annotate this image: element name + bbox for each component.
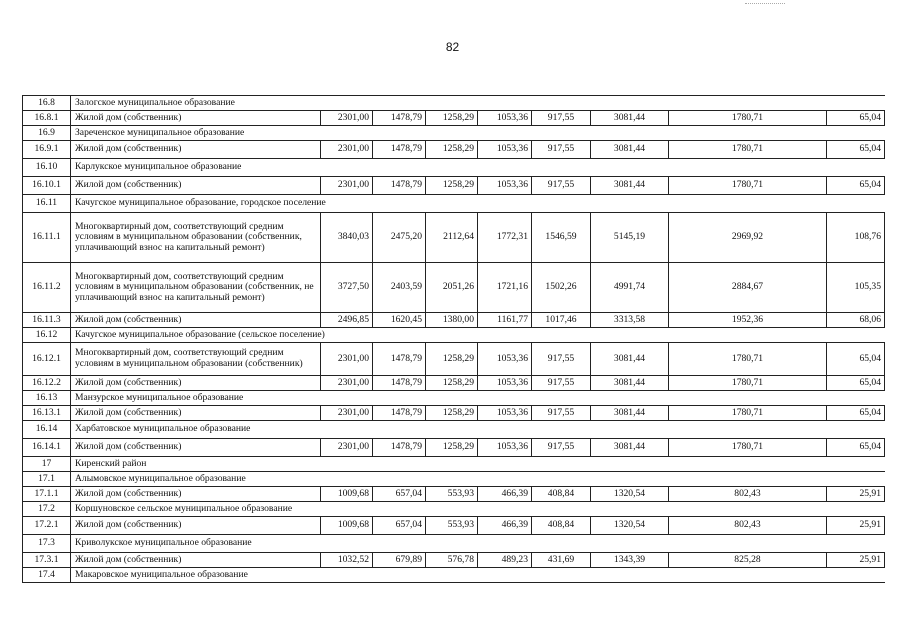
value-cell: 1343,39 [591, 553, 669, 568]
value-cell: 1053,36 [478, 439, 532, 457]
value-cell: 553,93 [426, 517, 478, 535]
value-cell: 576,78 [426, 553, 478, 568]
row-name: Жилой дом (собственник) [71, 376, 321, 391]
value-cell: 3313,58 [591, 313, 669, 328]
row-code: 17.3 [23, 535, 71, 553]
value-cell: 1032,52 [321, 553, 373, 568]
value-cell: 65,04 [827, 439, 885, 457]
value-cell: 1258,29 [426, 177, 478, 195]
value-cell: 2884,67 [669, 263, 827, 313]
section-row [23, 502, 885, 517]
value-cell: 2301,00 [321, 376, 373, 391]
value-cell: 1258,29 [426, 343, 478, 376]
value-cell: 68,06 [827, 313, 885, 328]
value-cell: 2301,00 [321, 439, 373, 457]
table-row [23, 343, 885, 376]
value-cell: 1478,79 [373, 111, 426, 126]
table-row [23, 376, 885, 391]
table-row [23, 111, 885, 126]
page-number: 82 [445, 40, 460, 54]
value-cell: 65,04 [827, 343, 885, 376]
value-cell: 2112,64 [426, 213, 478, 263]
value-cell: 1053,36 [478, 406, 532, 421]
value-cell: 1478,79 [373, 376, 426, 391]
value-cell: 1502,26 [532, 263, 591, 313]
row-code: 16.11.3 [23, 313, 71, 328]
value-cell: 2301,00 [321, 343, 373, 376]
value-cell: 917,55 [532, 376, 591, 391]
value-cell: 2301,00 [321, 177, 373, 195]
row-code: 17.2.1 [23, 517, 71, 535]
section-title: Качугское муниципальное образование (сельское поселение) [71, 328, 885, 343]
value-cell: 553,93 [426, 487, 478, 502]
row-code: 16.14 [23, 421, 71, 439]
value-cell: 802,43 [669, 517, 827, 535]
table-row [23, 553, 885, 568]
table-row [23, 141, 885, 159]
row-name: Жилой дом (собственник) [71, 313, 321, 328]
value-cell: 1780,71 [669, 376, 827, 391]
value-cell: 108,76 [827, 213, 885, 263]
value-cell: 1258,29 [426, 376, 478, 391]
value-cell: 2301,00 [321, 111, 373, 126]
row-name: Многоквартирный дом, соответствующий средним условиям в муниципальном образовании (собственник, уплачивающий взнос на капитальный ремонт) [71, 213, 321, 263]
table-row [23, 406, 885, 421]
table-row [23, 263, 885, 313]
value-cell: 1161,77 [478, 313, 532, 328]
value-cell: 466,39 [478, 517, 532, 535]
corner-mark [745, 0, 785, 4]
value-cell: 2403,59 [373, 263, 426, 313]
table-row [23, 177, 885, 195]
value-cell: 65,04 [827, 111, 885, 126]
row-code: 16.9 [23, 126, 71, 141]
value-cell: 657,04 [373, 487, 426, 502]
section-row [23, 195, 885, 213]
row-name: Жилой дом (собственник) [71, 553, 321, 568]
row-code: 17.4 [23, 568, 71, 583]
value-cell: 917,55 [532, 439, 591, 457]
row-code: 16.13 [23, 391, 71, 406]
section-row [23, 457, 885, 472]
row-code: 17.3.1 [23, 553, 71, 568]
value-cell: 2475,20 [373, 213, 426, 263]
row-name: Многоквартирный дом, соответствующий средним условиям в муниципальном образовании (собственник) [71, 343, 321, 376]
value-cell: 65,04 [827, 376, 885, 391]
row-code: 17.1.1 [23, 487, 71, 502]
section-title: Харбатовское муниципальное образование [71, 421, 885, 439]
section-title: Зареченское муниципальное образование [71, 126, 885, 141]
row-code: 16.8 [23, 96, 71, 111]
row-code: 17 [23, 457, 71, 472]
value-cell: 3081,44 [591, 376, 669, 391]
value-cell: 917,55 [532, 111, 591, 126]
value-cell: 65,04 [827, 406, 885, 421]
value-cell: 1478,79 [373, 141, 426, 159]
row-code: 16.12 [23, 328, 71, 343]
section-row [23, 391, 885, 406]
table-row [23, 439, 885, 457]
row-code: 16.11.2 [23, 263, 71, 313]
row-code: 17.2 [23, 502, 71, 517]
value-cell: 1320,54 [591, 517, 669, 535]
value-cell: 1017,46 [532, 313, 591, 328]
row-name: Жилой дом (собственник) [71, 517, 321, 535]
value-cell: 466,39 [478, 487, 532, 502]
value-cell: 3840,03 [321, 213, 373, 263]
value-cell: 1053,36 [478, 376, 532, 391]
value-cell: 917,55 [532, 343, 591, 376]
value-cell: 65,04 [827, 177, 885, 195]
row-code: 16.10.1 [23, 177, 71, 195]
value-cell: 1258,29 [426, 406, 478, 421]
row-code: 16.14.1 [23, 439, 71, 457]
value-cell: 25,91 [827, 487, 885, 502]
row-name: Жилой дом (собственник) [71, 177, 321, 195]
value-cell: 1780,71 [669, 439, 827, 457]
value-cell: 1258,29 [426, 439, 478, 457]
table-row [23, 313, 885, 328]
section-row [23, 535, 885, 553]
value-cell: 917,55 [532, 177, 591, 195]
value-cell: 3081,44 [591, 177, 669, 195]
value-cell: 2301,00 [321, 406, 373, 421]
value-cell: 917,55 [532, 141, 591, 159]
value-cell: 2051,26 [426, 263, 478, 313]
section-row [23, 126, 885, 141]
value-cell: 3081,44 [591, 343, 669, 376]
section-title: Качугское муниципальное образование, городское поселение [71, 195, 885, 213]
value-cell: 1320,54 [591, 487, 669, 502]
value-cell: 408,84 [532, 517, 591, 535]
value-cell: 408,84 [532, 487, 591, 502]
row-code: 16.11.1 [23, 213, 71, 263]
row-name: Жилой дом (собственник) [71, 141, 321, 159]
row-name: Жилой дом (собственник) [71, 111, 321, 126]
table-body [23, 96, 885, 583]
value-cell: 1380,00 [426, 313, 478, 328]
value-cell: 1780,71 [669, 111, 827, 126]
row-code: 16.12.1 [23, 343, 71, 376]
value-cell: 3081,44 [591, 111, 669, 126]
value-cell: 1053,36 [478, 111, 532, 126]
section-title: Макаровское муниципальное образование [71, 568, 885, 583]
value-cell: 25,91 [827, 517, 885, 535]
section-title: Залогское муниципальное образование [71, 96, 885, 111]
row-name: Многоквартирный дом, соответствующий средним условиям в муниципальном образовании (собственник, не уплачивающий взнос на капитальный ремонт) [71, 263, 321, 313]
value-cell: 105,35 [827, 263, 885, 313]
value-cell: 917,55 [532, 406, 591, 421]
value-cell: 1009,68 [321, 487, 373, 502]
value-cell: 1620,45 [373, 313, 426, 328]
row-code: 16.10 [23, 159, 71, 177]
value-cell: 1952,36 [669, 313, 827, 328]
value-cell: 1721,16 [478, 263, 532, 313]
table-row [23, 213, 885, 263]
value-cell: 3081,44 [591, 439, 669, 457]
section-row [23, 328, 885, 343]
value-cell: 3081,44 [591, 141, 669, 159]
value-cell: 489,23 [478, 553, 532, 568]
value-cell: 1780,71 [669, 343, 827, 376]
value-cell: 1780,71 [669, 141, 827, 159]
row-code: 16.8.1 [23, 111, 71, 126]
value-cell: 1009,68 [321, 517, 373, 535]
value-cell: 25,91 [827, 553, 885, 568]
value-cell: 802,43 [669, 487, 827, 502]
value-cell: 1053,36 [478, 177, 532, 195]
table-row [23, 487, 885, 502]
value-cell: 431,69 [532, 553, 591, 568]
value-cell: 657,04 [373, 517, 426, 535]
section-row [23, 472, 885, 487]
value-cell: 1780,71 [669, 177, 827, 195]
value-cell: 1478,79 [373, 177, 426, 195]
value-cell: 1772,31 [478, 213, 532, 263]
row-code: 16.11 [23, 195, 71, 213]
row-name: Жилой дом (собственник) [71, 487, 321, 502]
value-cell: 1478,79 [373, 439, 426, 457]
section-row [23, 568, 885, 583]
row-name: Жилой дом (собственник) [71, 439, 321, 457]
section-title: Алымовское муниципальное образование [71, 472, 885, 487]
value-cell: 1780,71 [669, 406, 827, 421]
row-code: 17.1 [23, 472, 71, 487]
value-cell: 3727,50 [321, 263, 373, 313]
section-title: Манзурское муниципальное образование [71, 391, 885, 406]
value-cell: 825,28 [669, 553, 827, 568]
value-cell: 3081,44 [591, 406, 669, 421]
value-cell: 2496,85 [321, 313, 373, 328]
section-title: Криволукское муниципальное образование [71, 535, 885, 553]
value-cell: 65,04 [827, 141, 885, 159]
section-row [23, 421, 885, 439]
tariff-table [22, 95, 885, 583]
value-cell: 679,89 [373, 553, 426, 568]
section-row [23, 96, 885, 111]
row-code: 16.13.1 [23, 406, 71, 421]
section-title: Коршуновское сельское муниципальное образование [71, 502, 885, 517]
value-cell: 1546,59 [532, 213, 591, 263]
value-cell: 2301,00 [321, 141, 373, 159]
row-name: Жилой дом (собственник) [71, 406, 321, 421]
row-code: 16.12.2 [23, 376, 71, 391]
value-cell: 1478,79 [373, 343, 426, 376]
value-cell: 1053,36 [478, 343, 532, 376]
value-cell: 4991,74 [591, 263, 669, 313]
section-title: Карлукское муниципальное образование [71, 159, 885, 177]
section-title: Киренский район [71, 457, 885, 472]
row-code: 16.9.1 [23, 141, 71, 159]
value-cell: 5145,19 [591, 213, 669, 263]
section-row [23, 159, 885, 177]
value-cell: 1258,29 [426, 141, 478, 159]
value-cell: 1478,79 [373, 406, 426, 421]
value-cell: 1258,29 [426, 111, 478, 126]
value-cell: 2969,92 [669, 213, 827, 263]
value-cell: 1053,36 [478, 141, 532, 159]
table-row [23, 517, 885, 535]
